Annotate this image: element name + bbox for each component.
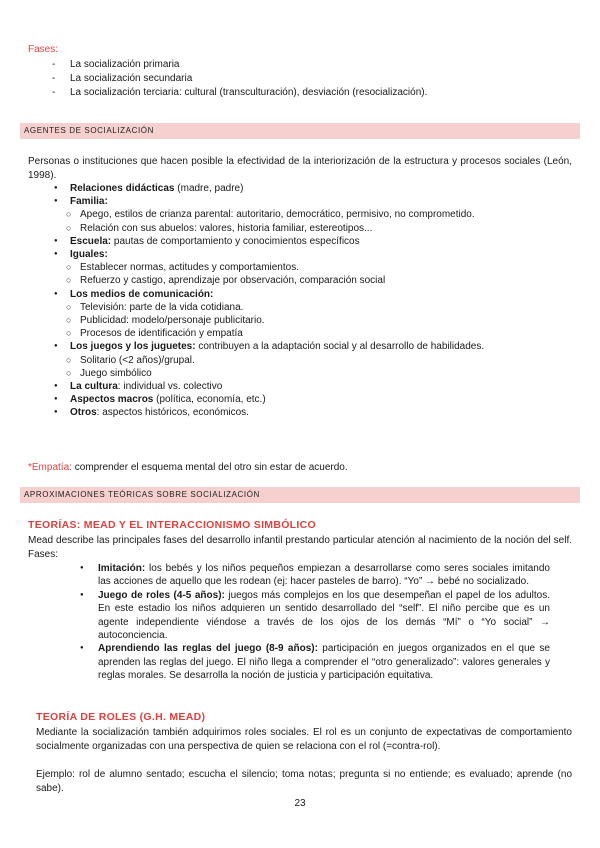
list-item: ● Relaciones didácticas (madre, padre) — [54, 182, 554, 195]
list-item: ● Iguales: — [54, 248, 554, 261]
sub-list-item: ○ Apego, estilos de crianza parental: autoritario, democrático, permisivo, no comprometido. — [54, 208, 554, 221]
list-item: - La socialización primaria — [52, 58, 427, 72]
sub-list-item: ○ Refuerzo y castigo, aprendizaje por observación, comparación social — [54, 274, 554, 287]
sub-list-item: ○ Relación con sus abuelos: valores, historia familiar, estereotipos... — [54, 222, 554, 235]
list-item: ● Los juegos y los juguetes: contribuyen a la adaptación social y al desarrollo de habilidades. — [54, 340, 554, 353]
sub-list-item: ○ Televisión: parte de la vida cotidiana. — [54, 301, 554, 314]
mead-list — [80, 562, 550, 683]
agentes-list — [54, 182, 554, 420]
agentes-intro: Personas o instituciones que hacen posible la efectividad de la interiorización de la estructura y procesos sociales (León, 1998). — [28, 156, 572, 181]
list-item: ● Imitación: los bebés y los niños pequeños empiezan a desarrollarse como seres sociales imitando las acciones de aquello que les rodean (ej: hacer pasteles de barro). “Yo” → bebé no socializado. — [80, 562, 550, 589]
sub-list-item: ○ Publicidad: modelo/personaje publicitario. — [54, 314, 554, 327]
section-header-agentes: AGENTES DE SOCIALIZACIÓN — [20, 123, 580, 139]
sub-list-item: ○ Establecer normas, actitudes y comportamientos. — [54, 261, 554, 274]
sub-list-item: ○ Solitario (<2 años)/grupal. — [54, 354, 554, 367]
mead-intro: Mead describe las principales fases del desarrollo infantil prestando particular atención al nacimiento de la noción del self. Fases: — [28, 535, 572, 560]
section-header-aproximaciones: APROXIMACIONES TEÓRICAS SOBRE SOCIALIZACIÓN — [20, 487, 580, 503]
list-item: - La socialización secundaria — [52, 72, 427, 86]
list-item: ● Los medios de comunicación: — [54, 288, 554, 301]
list-item: ● Familia: — [54, 195, 554, 208]
fases-title: Fases: — [28, 44, 59, 55]
sub-list-item: ○ Procesos de identificación y empatía — [54, 327, 554, 340]
roles-text: Mediante la socialización también adquirimos roles sociales. El rol es un conjunto de expectativas de comportamiento socialmente organizadas con una perspectiva de quien se relaciona con el rol (=contra-rol). — [36, 727, 572, 752]
list-item: ● Otros: aspectos históricos, económicos. — [54, 406, 554, 419]
sub-list-item: ○ Juego simbólico — [54, 367, 554, 380]
mead-heading: TEORÍAS: MEAD Y EL INTERACCIONISMO SIMBÓLICO — [28, 519, 316, 531]
fases-list — [52, 58, 427, 100]
roles-heading: TEORÍA DE ROLES (G.H. MEAD) — [36, 711, 206, 723]
page-number: 23 — [294, 798, 306, 809]
list-item: ● Juego de roles (4-5 años): juegos más complejos en los que desempeñan el papel de los adultos. En este estadio los niños adquieren un sentido desarrollado del “self”. El niño percibe que es un agente independiente viéndose a través de los ojos de los demás “Mí” o “Yo social” → autoconciencia. — [80, 589, 550, 643]
empatia-note: *Empatía: comprender el esquema mental del otro sin estar de acuerdo. — [28, 462, 348, 473]
list-item: ● Aspectos macros (política, economía, etc.) — [54, 393, 554, 406]
list-item: ● Escuela: pautas de comportamiento y conocimientos específicos — [54, 235, 554, 248]
list-item: - La socialización terciaria: cultural (transculturación), desviación (resocialización). — [52, 86, 427, 100]
roles-example: Ejemplo: rol de alumno sentado; escucha el silencio; toma notas; pregunta si no entiende; es evaluado; aprende (no sabe). — [36, 769, 572, 794]
list-item: ● La cultura: individual vs. colectivo — [54, 380, 554, 393]
list-item: ● Aprendiendo las reglas del juego (8-9 años): participación en juegos organizados en el que se aprenden las reglas del juego. El niño llega a comprender el “otro generalizado”: valores generales y reglas morales. Se desarrolla la noción de justicia y participación equitativa. — [80, 642, 550, 682]
